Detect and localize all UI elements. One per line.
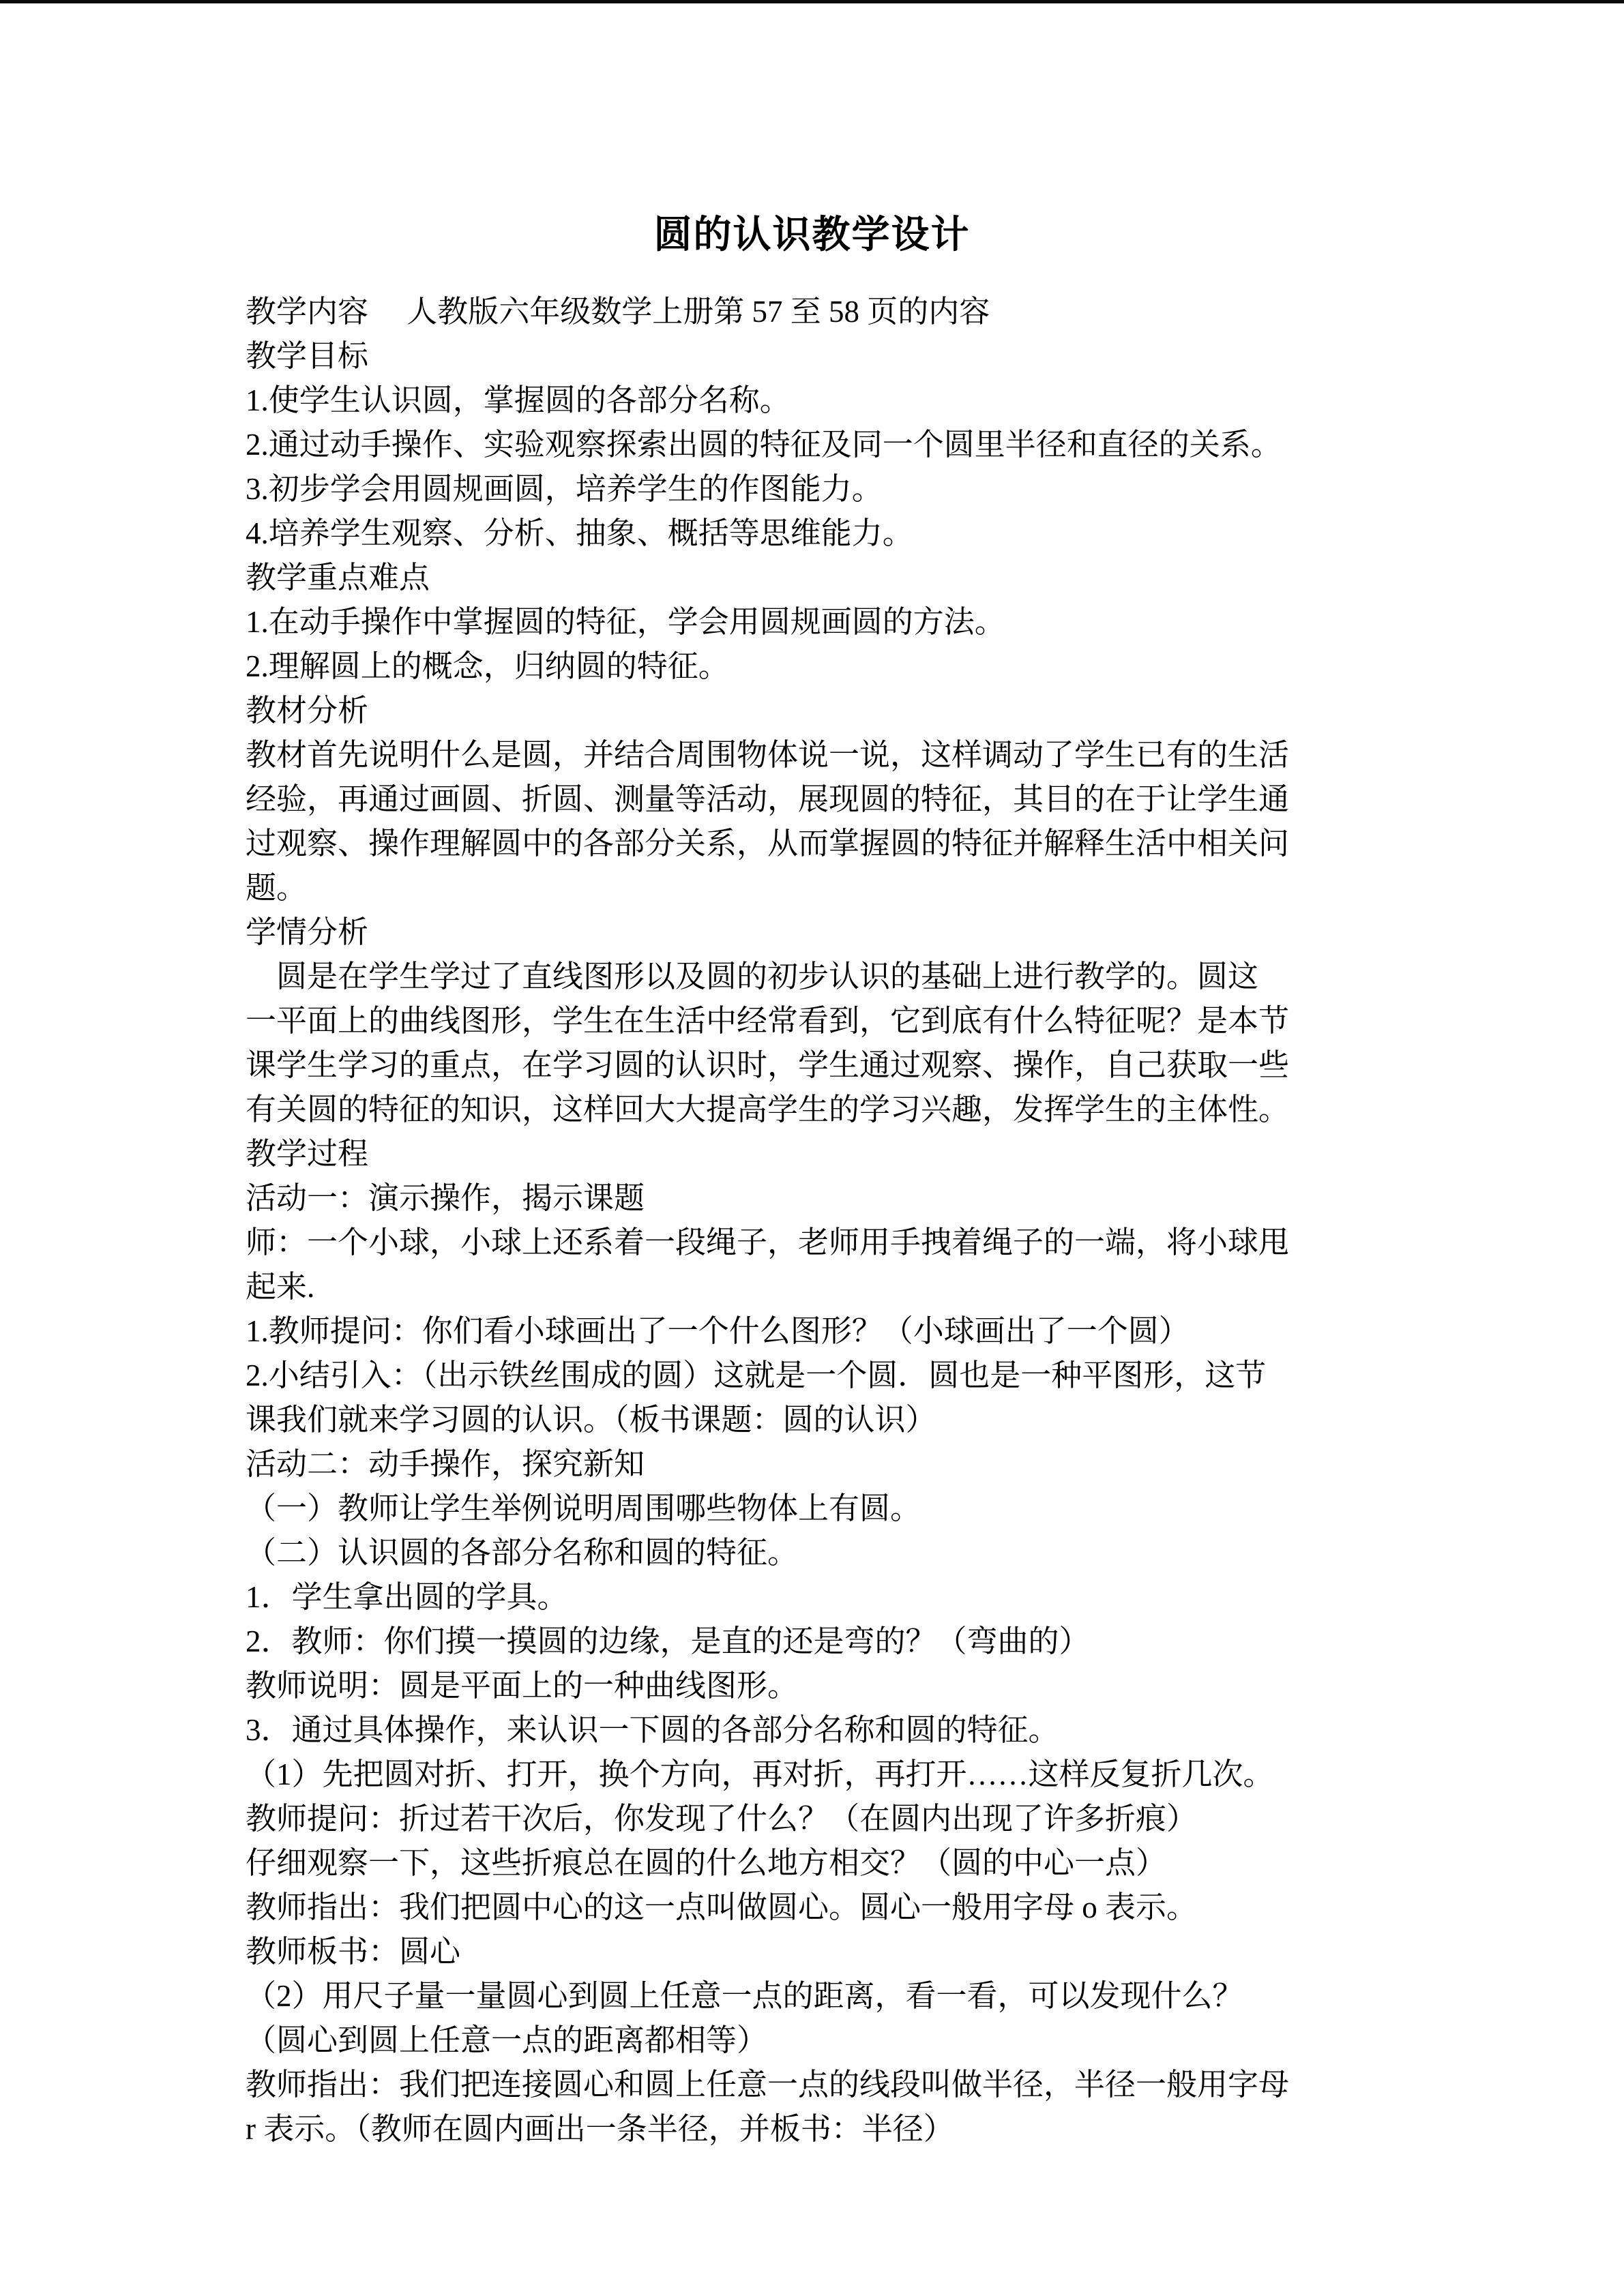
text-line: 教师指出：我们把连接圆心和圆上任意一点的线段叫做半径，半径一般用字母 [246, 2068, 1290, 2102]
text-line: 学情分析 [246, 915, 369, 949]
text-line: 仔细观察一下，这些折痕总在圆的什么地方相交？（圆的中心一点） [246, 1846, 1167, 1880]
text-line: 活动一：演示操作，揭示课题 [246, 1181, 645, 1215]
text-line: 教师指出：我们把圆中心的这一点叫做圆心。圆心一般用字母 o 表示。 [246, 1890, 1198, 1924]
text-line: 2.通过动手操作、实验观察探索出圆的特征及同一个圆里半径和直径的关系。 [246, 428, 1282, 462]
text-line: 1.在动手操作中掌握圆的特征，学会用圆规画圆的方法。 [246, 605, 1005, 639]
text-line: 起来. [246, 1270, 315, 1304]
text-line: 3.初步学会用圆规画圆，培养学生的作图能力。 [246, 472, 883, 506]
text-line: 1．学生拿出圆的学具。 [246, 1580, 568, 1614]
document-body [0, 290, 1624, 2151]
text-line: 教师提问：折过若干次后，你发现了什么？（在圆内出现了许多折痕） [246, 1802, 1198, 1836]
text-line: 题。 [246, 871, 308, 905]
text-line: 过观察、操作理解圆中的各部分关系，从而掌握圆的特征并解释生活中相关问 [246, 826, 1290, 861]
text-line: （二）认识圆的各部分名称和圆的特征。 [246, 1536, 799, 1570]
text-line: 1.教师提问：你们看小球画出了一个什么图形？（小球画出了一个圆） [246, 1314, 1190, 1348]
text-line: （一）教师让学生举例说明周围哪些物体上有圆。 [246, 1491, 921, 1525]
text-line: 教材首先说明什么是圆，并结合周围物体说一说，这样调动了学生已有的生活 [246, 738, 1290, 772]
text-line: 教师说明：圆是平面上的一种曲线图形。 [246, 1669, 799, 1703]
text-line: 活动二：动手操作，探究新知 [246, 1447, 645, 1481]
text-line: （2）用尺子量一量圆心到圆上任意一点的距离，看一看，可以发现什么？ [246, 1979, 1243, 2013]
text-line: （1）先把圆对折、打开，换个方向，再对折，再打开……这样反复折几次。 [246, 1757, 1274, 1791]
text-line: 课学生学习的重点，在学习圆的认识时，学生通过观察、操作，自己获取一些 [246, 1048, 1290, 1082]
text-line: 1.使学生认识圆，掌握圆的各部分名称。 [246, 383, 791, 417]
text-line: 4.培养学生观察、分析、抽象、概括等思维能力。 [246, 516, 913, 550]
text-line: r 表示。（教师在圆内画出一条半径，并板书：半径） [246, 2112, 954, 2146]
text-line: 2.理解圆上的概念，归纳圆的特征。 [246, 649, 729, 683]
text-line: 师：一个小球，小球上还系着一段绳子，老师用手拽着绳子的一端，将小球甩 [246, 1225, 1290, 1259]
text-line: 教学内容 人教版六年级数学上册第 57 至 58 页的内容 [246, 295, 990, 329]
page-top-edge [0, 0, 1624, 3]
text-line: 经验，再通过画圆、折圆、测量等活动，展现圆的特征，其目的在于让学生通 [246, 782, 1290, 816]
text-line: （圆心到圆上任意一点的距离都相等） [246, 2023, 768, 2057]
text-line: 教材分析 [246, 694, 369, 728]
page-title: 圆的认识教学设计 [653, 214, 971, 256]
text-line: 课我们就来学习圆的认识。（板书课题：圆的认识） [246, 1403, 936, 1437]
text-line: 教学目标 [246, 339, 369, 373]
text-line: 2．教师：你们摸一摸圆的边缘，是直的还是弯的？（弯曲的） [246, 1624, 1090, 1658]
text-line: 教师板书：圆心 [246, 1935, 461, 1969]
text-line: 一平面上的曲线图形，学生在生活中经常看到，它到底有什么特征呢？是本节 [246, 1004, 1290, 1038]
text-line: 2.小结引入：（出示铁丝围成的圆）这就是一个圆．圆也是一种平图形，这节 [246, 1358, 1267, 1392]
text-line: 教学重点难点 [246, 561, 430, 595]
text-line: 3．通过具体操作，来认识一下圆的各部分名称和圆的特征。 [246, 1713, 1059, 1747]
text-line: 教学过程 [246, 1137, 369, 1171]
text-line: 圆是在学生学过了直线图形以及圆的初步认识的基础上进行教学的。圆这 [246, 959, 1259, 994]
text-line: 有关圆的特征的知识，这样回大大提高学生的学习兴趣，发挥学生的主体性。 [246, 1092, 1290, 1127]
